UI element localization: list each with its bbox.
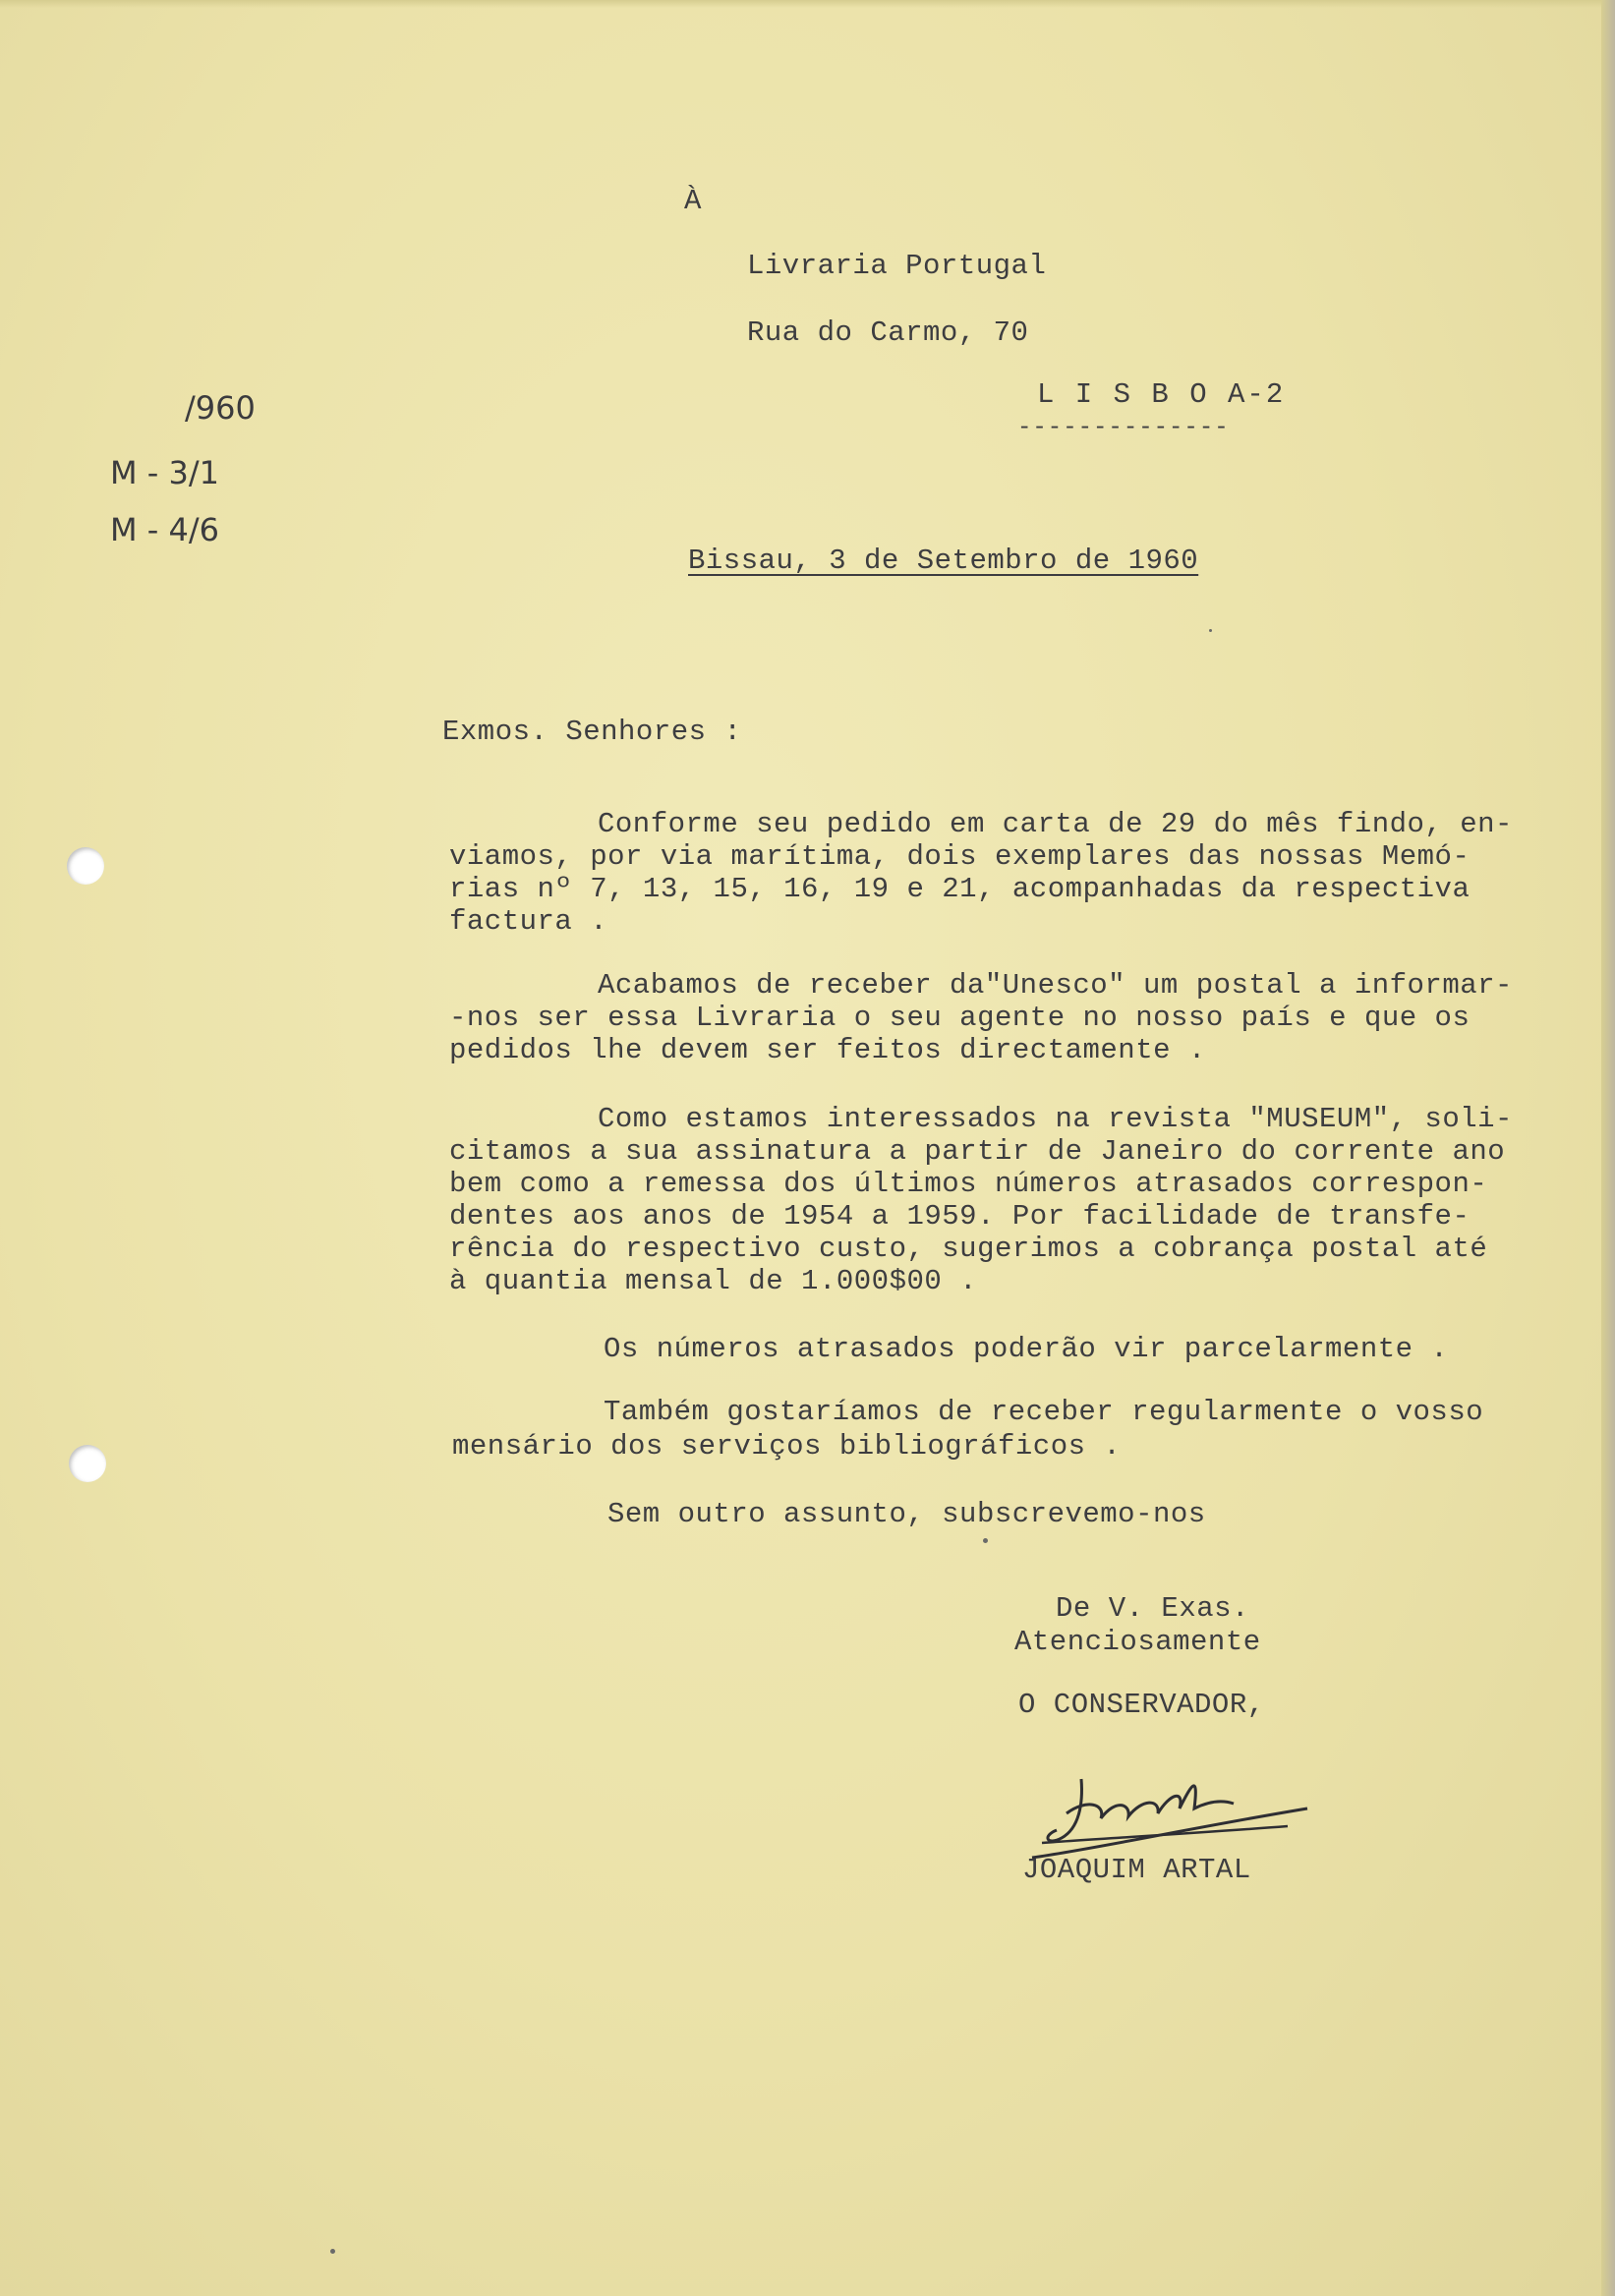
p2-line-3: pedidos lhe devem ser feitos directamente . — [449, 1034, 1206, 1066]
addressee-underline: -------------- — [1017, 415, 1230, 441]
paper-speck — [983, 1538, 988, 1543]
letter-date: Bissau, 3 de Setembro de 1960 — [688, 545, 1199, 577]
p1-line-4: factura . — [449, 905, 608, 938]
punch-hole-upper — [67, 847, 104, 885]
addressee-city: L I S B O A-2 — [1037, 378, 1286, 411]
paper-top-edge — [0, 0, 1615, 8]
addressee-street: Rua do Carmo, 70 — [747, 316, 1029, 349]
handwritten-signature — [1022, 1759, 1327, 1867]
p4-line-1: Os números atrasados poderão vir parcelarmente . — [604, 1333, 1449, 1365]
p2-line-1: Acabamos de receber da"Unesco" um postal a informar- — [598, 969, 1513, 1002]
p1-line-2: viamos, por via marítima, dois exemplares das nossas Memó- — [449, 840, 1471, 873]
reference-2: M - 4/6 — [110, 511, 219, 548]
salutation: Exmos. Senhores : — [442, 716, 742, 748]
closing-courtesy: De V. Exas. — [1056, 1592, 1249, 1625]
p2-line-2: -nos ser essa Livraria o seu agente no nosso país e que os — [449, 1002, 1471, 1034]
p5-line-2: mensário dos serviços bibliográficos . — [452, 1430, 1122, 1463]
addressee-name: Livraria Portugal — [747, 250, 1047, 282]
p3-line-2: citamos a sua assinatura a partir de Janeiro do corrente ano — [449, 1135, 1506, 1168]
paper-speck — [330, 2249, 335, 2254]
p3-line-3: bem como a remessa dos últimos números atrasados correspon- — [449, 1168, 1488, 1200]
p3-line-5: rência do respectivo custo, sugerimos a cobrança postal até — [449, 1233, 1488, 1265]
paper-speck — [1209, 629, 1212, 632]
p6-line-1: Sem outro assunto, subscrevemo-nos — [607, 1498, 1206, 1530]
reference-1: M - 3/1 — [110, 454, 219, 491]
punch-hole-lower — [69, 1445, 106, 1482]
closing-regards: Atenciosamente — [1014, 1626, 1261, 1658]
p5-line-1: Também gostaríamos de receber regularmente o vosso — [604, 1396, 1484, 1428]
p3-line-4: dentes aos anos de 1954 a 1959. Por facilidade de transfe- — [449, 1200, 1471, 1233]
p1-line-3: rias nº 7, 13, 15, 16, 19 e 21, acompanhadas da respectiva — [449, 873, 1471, 905]
p1-line-1: Conforme seu pedido em carta de 29 do mês findo, en- — [598, 808, 1513, 840]
p3-line-6: à quantia mensal de 1.000$00 . — [449, 1265, 978, 1297]
reference-year: /960 — [185, 389, 256, 427]
paper-right-edge — [1601, 0, 1615, 2296]
p3-line-1: Como estamos interessados na revista "MUSEUM", soli- — [598, 1103, 1513, 1135]
addressee-prefix: À — [684, 185, 702, 217]
signatory-title: O CONSERVADOR, — [1018, 1689, 1265, 1721]
signatory-name: JOAQUIM ARTAL — [1022, 1854, 1251, 1886]
